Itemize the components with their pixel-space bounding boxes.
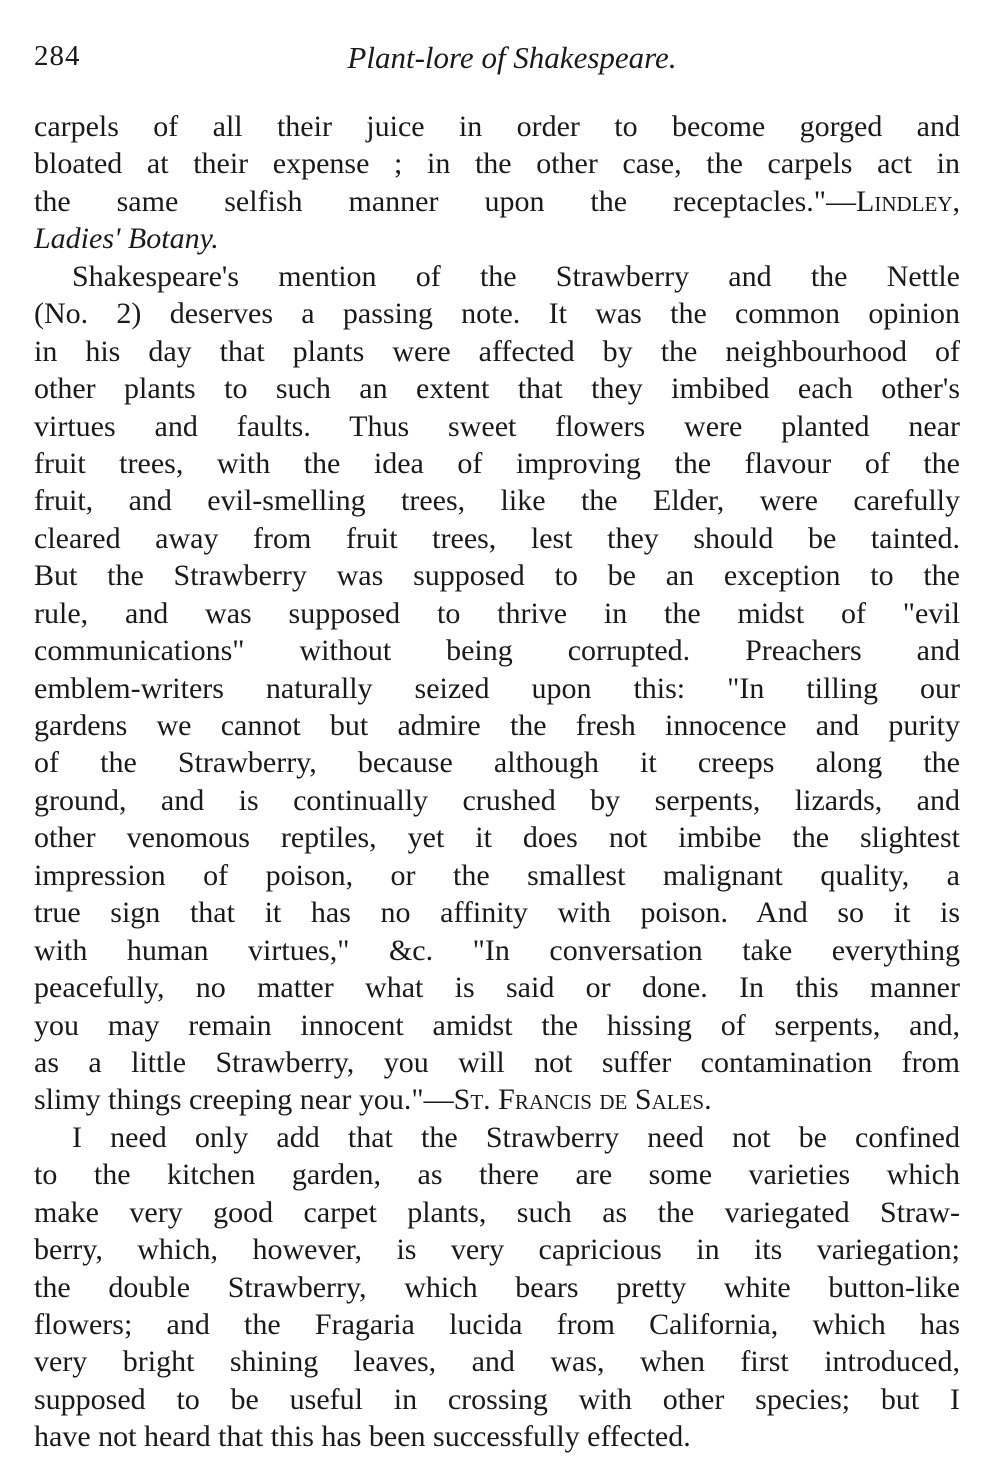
text-line: Shakespeare's mention of the Strawberry and the Nettle	[72, 259, 960, 293]
quote-text: the same selfish manner upon the receptacles."—	[34, 184, 857, 218]
text-line	[34, 220, 960, 257]
text-line: cleared away from fruit trees, lest they should be tainted.	[34, 521, 960, 555]
text-line: other venomous reptiles, yet it does not imbibe the slightest	[34, 821, 960, 855]
text-line: impression of poison, or the smallest malignant quality, a	[34, 858, 960, 892]
text-line: I need only add that the Strawberry need not be confined	[72, 1120, 960, 1154]
text-line: true sign that it has no affinity with poison. And so it is	[34, 896, 960, 930]
text-line: rule, and was supposed to thrive in the midst of "evil	[34, 596, 960, 630]
quote-text: slimy things creeping near you."—	[34, 1083, 454, 1117]
text-line: virtues and faults. Thus sweet flowers were planted near	[34, 409, 960, 443]
text-line: berry, which, however, is very capricious in its variegation;	[34, 1233, 960, 1267]
text-line: carpels of all their juice in order to become gorged and	[34, 110, 960, 143]
text-line: peacefully, no matter what is said or done. In this manner	[34, 971, 960, 1005]
running-title: Plant-lore of Shakespeare.	[347, 40, 677, 75]
text-line: ground, and is continually crushed by serpents, lizards, and	[34, 783, 960, 817]
body-text	[34, 108, 960, 1456]
author-name: Lindley,	[856, 184, 960, 218]
author-name: St. Francis de Sales.	[453, 1083, 712, 1117]
page-header	[34, 40, 960, 84]
text-line: with human virtues," &c. "In conversation take everything	[34, 933, 960, 967]
text-line: of the Strawberry, because although it creeps along the	[34, 746, 960, 780]
book-title: Ladies' Botany.	[34, 222, 219, 256]
text-line: supposed to be useful in crossing with other species; but I	[34, 1382, 960, 1416]
text-line: bloated at their expense ; in the other case, the carpels act in	[34, 147, 960, 181]
text-line: communications" without being corrupted. Preachers and	[34, 634, 960, 668]
text-line: (No. 2) deserves a passing note. It was the common opinion	[34, 297, 960, 331]
text-line: you may remain innocent amidst the hissing of serpents, and,	[34, 1008, 960, 1042]
text-line: make very good carpet plants, such as the variegated Straw-	[34, 1195, 960, 1229]
page-number: 284	[34, 40, 81, 72]
text-line: to the kitchen garden, as there are some varieties which	[34, 1158, 960, 1192]
text-line: emblem-writers naturally seized upon this: "In tilling our	[34, 671, 960, 705]
text-line	[34, 1081, 960, 1118]
text-line: fruit trees, with the idea of improving the flavour of the	[34, 446, 960, 480]
text-line	[34, 183, 960, 220]
text-line: the double Strawberry, which bears pretty white button-like	[34, 1270, 960, 1304]
text-line: in his day that plants were affected by the neighbourhood of	[34, 334, 960, 368]
text-line: have not heard that this has been successfully effected.	[34, 1420, 691, 1454]
text-line: fruit, and evil-smelling trees, like the Elder, were carefully	[34, 484, 960, 518]
text-line: flowers; and the Fragaria lucida from California, which has	[34, 1308, 960, 1341]
text-line: gardens we cannot but admire the fresh innocence and purity	[34, 709, 960, 742]
text-line: But the Strawberry was supposed to be an exception to the	[34, 559, 960, 593]
text-line: other plants to such an extent that they imbibed each other's	[34, 372, 960, 406]
text-line: very bright shining leaves, and was, when first introduced,	[34, 1345, 960, 1379]
text-line: as a little Strawberry, you will not suffer contamination from	[34, 1045, 960, 1079]
